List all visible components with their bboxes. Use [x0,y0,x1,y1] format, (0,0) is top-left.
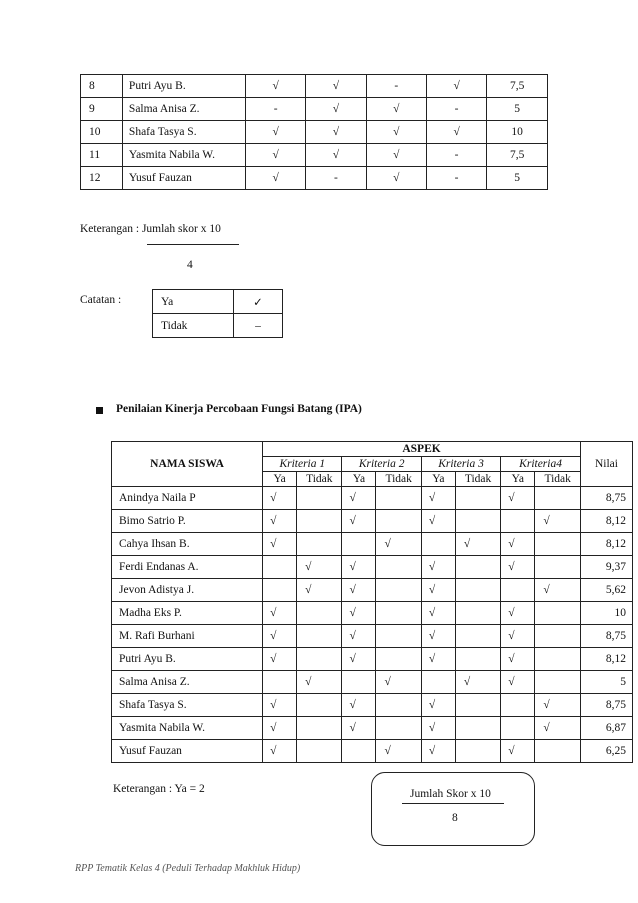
keterangan-formula-denominator: 4 [187,259,193,271]
criteria-mark: √ [501,533,535,556]
criteria-mark: √ [535,510,581,533]
nilai-cell: 8,12 [580,648,632,671]
nilai-cell: 8,75 [580,487,632,510]
criteria-mark [535,533,581,556]
catatan-label: Catatan : [80,294,122,306]
criteria-mark [455,740,500,763]
table-row [112,510,633,533]
catatan-ya-label: Ya [153,290,234,314]
criteria-mark [535,671,581,694]
criteria-mark [297,510,342,533]
table-row [81,144,548,167]
table-row [112,671,633,694]
table-row [81,167,548,190]
criteria-mark [297,625,342,648]
criteria-mark: √ [426,121,486,144]
criteria-mark [455,510,500,533]
criteria-mark: √ [376,533,421,556]
formula-box-denominator: 8 [452,812,458,824]
formula-box-fraction-line [402,803,504,804]
student-name: Putri Ayu B. [112,648,263,671]
assessment-table-body [112,487,633,763]
criteria-mark [263,556,297,579]
criteria-mark [455,579,500,602]
header-row-aspek [112,442,633,457]
criteria-mark: √ [455,533,500,556]
header-tidak: Tidak [376,472,421,487]
nilai-cell: 9,37 [580,556,632,579]
criteria-mark [297,487,342,510]
criteria-mark [455,648,500,671]
student-name: Cahya Ihsan B. [112,533,263,556]
nilai-cell: 6,25 [580,740,632,763]
criteria-mark [455,694,500,717]
criteria-mark: √ [421,694,455,717]
score-cell: 7,5 [487,75,548,98]
criteria-mark: - [426,167,486,190]
student-name: Salma Anisa Z. [112,671,263,694]
criteria-mark: √ [421,717,455,740]
criteria-mark: √ [342,625,376,648]
criteria-mark: √ [297,579,342,602]
top-score-table [80,74,548,190]
criteria-mark [535,487,581,510]
criteria-mark: √ [245,144,305,167]
row-number: 12 [81,167,123,190]
criteria-mark: √ [245,167,305,190]
criteria-mark: - [366,75,426,98]
keterangan-ya-label: Keterangan : Ya = 2 [113,783,205,795]
criteria-mark: √ [342,487,376,510]
criteria-mark [263,579,297,602]
criteria-mark [376,717,421,740]
student-name: Yusuf Fauzan [112,740,263,763]
criteria-mark [535,740,581,763]
header-ya: Ya [501,472,535,487]
criteria-mark [455,717,500,740]
table-row [112,740,633,763]
nilai-cell: 8,12 [580,510,632,533]
criteria-mark: √ [342,717,376,740]
square-bullet-icon [96,407,103,414]
criteria-mark: √ [263,625,297,648]
criteria-mark [455,487,500,510]
dash-icon: – [234,314,283,338]
criteria-mark [501,579,535,602]
criteria-mark [297,694,342,717]
table-row [112,648,633,671]
table-row [112,602,633,625]
student-name: Salma Anisa Z. [122,98,245,121]
criteria-mark: √ [366,167,426,190]
criteria-mark [535,602,581,625]
criteria-mark: - [306,167,366,190]
student-name: Yasmita Nabila W. [122,144,245,167]
criteria-mark: √ [376,671,421,694]
score-cell: 5 [487,98,548,121]
nilai-cell: 8,75 [580,625,632,648]
student-name: Shafa Tasya S. [122,121,245,144]
criteria-mark: √ [263,510,297,533]
nilai-cell: 8,75 [580,694,632,717]
catatan-row-tidak [153,314,283,338]
student-name: Putri Ayu B. [122,75,245,98]
header-kriteria: Kriteria 3 [421,457,500,472]
nilai-cell: 5 [580,671,632,694]
student-name: M. Rafi Burhani [112,625,263,648]
header-ya: Ya [263,472,297,487]
criteria-mark [376,510,421,533]
criteria-mark: √ [342,602,376,625]
criteria-mark: √ [366,144,426,167]
criteria-mark [501,694,535,717]
criteria-mark: √ [376,740,421,763]
assessment-table-header [112,442,633,487]
header-kriteria: Kriteria4 [501,457,581,472]
criteria-mark [263,671,297,694]
assessment-table [111,441,633,763]
student-name: Yasmita Nabila W. [112,717,263,740]
criteria-mark: √ [306,121,366,144]
criteria-mark: √ [501,625,535,648]
criteria-mark: √ [342,694,376,717]
criteria-mark: √ [501,602,535,625]
student-name: Bimo Satrio P. [112,510,263,533]
criteria-mark: √ [263,694,297,717]
row-number: 10 [81,121,123,144]
criteria-mark: √ [421,579,455,602]
student-name: Anindya Naila P [112,487,263,510]
criteria-mark: √ [342,579,376,602]
criteria-mark [376,602,421,625]
criteria-mark: √ [535,717,581,740]
criteria-mark: - [426,144,486,167]
student-name: Jevon Adistya J. [112,579,263,602]
header-aspek: ASPEK [263,442,581,457]
student-name: Madha Eks P. [112,602,263,625]
criteria-mark [297,533,342,556]
nilai-cell: 8,12 [580,533,632,556]
table-row [112,694,633,717]
criteria-mark: √ [501,556,535,579]
formula-box [371,772,535,846]
table-row [81,98,548,121]
criteria-mark [501,717,535,740]
header-kriteria: Kriteria 2 [342,457,421,472]
header-tidak: Tidak [455,472,500,487]
criteria-mark: √ [421,487,455,510]
criteria-mark [421,533,455,556]
criteria-mark [455,625,500,648]
criteria-mark: √ [455,671,500,694]
check-icon: ✓ [234,290,283,314]
criteria-mark: √ [421,740,455,763]
nilai-cell: 5,62 [580,579,632,602]
criteria-mark: √ [342,648,376,671]
catatan-row-ya [153,290,283,314]
criteria-mark: √ [421,625,455,648]
criteria-mark [342,533,376,556]
criteria-mark: √ [421,556,455,579]
table-row [112,533,633,556]
criteria-mark: √ [426,75,486,98]
criteria-mark: √ [245,121,305,144]
criteria-mark [535,556,581,579]
criteria-mark: √ [263,602,297,625]
criteria-mark: √ [342,556,376,579]
criteria-mark [376,487,421,510]
header-tidak: Tidak [297,472,342,487]
row-number: 9 [81,98,123,121]
criteria-mark: √ [501,648,535,671]
table-row [112,625,633,648]
formula-box-numerator: Jumlah Skor x 10 [410,788,491,800]
criteria-mark: √ [421,648,455,671]
criteria-mark: √ [263,648,297,671]
criteria-mark [455,556,500,579]
criteria-mark [376,625,421,648]
row-number: 11 [81,144,123,167]
score-cell: 7,5 [487,144,548,167]
table-row [81,121,548,144]
header-ya: Ya [342,472,376,487]
criteria-mark [535,625,581,648]
criteria-mark [376,648,421,671]
criteria-mark: √ [535,579,581,602]
criteria-mark: √ [501,671,535,694]
criteria-mark: √ [535,694,581,717]
criteria-mark: - [426,98,486,121]
criteria-mark [376,694,421,717]
criteria-mark [455,602,500,625]
nilai-cell: 10 [580,602,632,625]
criteria-mark: √ [263,740,297,763]
criteria-mark: - [245,98,305,121]
criteria-mark: √ [263,717,297,740]
criteria-mark: √ [297,671,342,694]
criteria-mark: √ [366,121,426,144]
table-row [112,556,633,579]
criteria-mark: √ [306,98,366,121]
criteria-mark [297,740,342,763]
header-tidak: Tidak [535,472,581,487]
criteria-mark [376,556,421,579]
section-title: Penilaian Kinerja Percobaan Fungsi Batang (IPA) [116,403,362,415]
criteria-mark [342,740,376,763]
score-cell: 5 [487,167,548,190]
criteria-mark: √ [421,510,455,533]
criteria-mark [297,648,342,671]
catatan-table [152,289,283,338]
catatan-tidak-label: Tidak [153,314,234,338]
criteria-mark: √ [366,98,426,121]
criteria-mark [535,648,581,671]
header-kriteria: Kriteria 1 [263,457,342,472]
criteria-mark: √ [297,556,342,579]
criteria-mark: √ [245,75,305,98]
nilai-cell: 6,87 [580,717,632,740]
table-row [112,487,633,510]
criteria-mark: √ [306,144,366,167]
page-footer: RPP Tematik Kelas 4 (Peduli Terhadap Makhluk Hidup) [75,863,301,874]
criteria-mark [297,717,342,740]
header-nama-siswa: NAMA SISWA [112,442,263,487]
student-name: Yusuf Fauzan [122,167,245,190]
criteria-mark: √ [501,487,535,510]
criteria-mark [501,510,535,533]
row-number: 8 [81,75,123,98]
criteria-mark [376,579,421,602]
score-cell: 10 [487,121,548,144]
student-name: Shafa Tasya S. [112,694,263,717]
top-score-table-body [81,75,548,190]
criteria-mark: √ [342,510,376,533]
table-row [112,579,633,602]
criteria-mark: √ [421,602,455,625]
criteria-mark [421,671,455,694]
fraction-line [147,244,239,245]
criteria-mark: √ [501,740,535,763]
criteria-mark: √ [263,487,297,510]
keterangan-formula-label: Keterangan : Jumlah skor x 10 [80,223,221,235]
header-nilai: Nilai [580,442,632,487]
criteria-mark: √ [263,533,297,556]
header-ya: Ya [421,472,455,487]
table-row [112,717,633,740]
student-name: Ferdi Endanas A. [112,556,263,579]
criteria-mark [297,602,342,625]
criteria-mark [342,671,376,694]
criteria-mark: √ [306,75,366,98]
table-row [81,75,548,98]
